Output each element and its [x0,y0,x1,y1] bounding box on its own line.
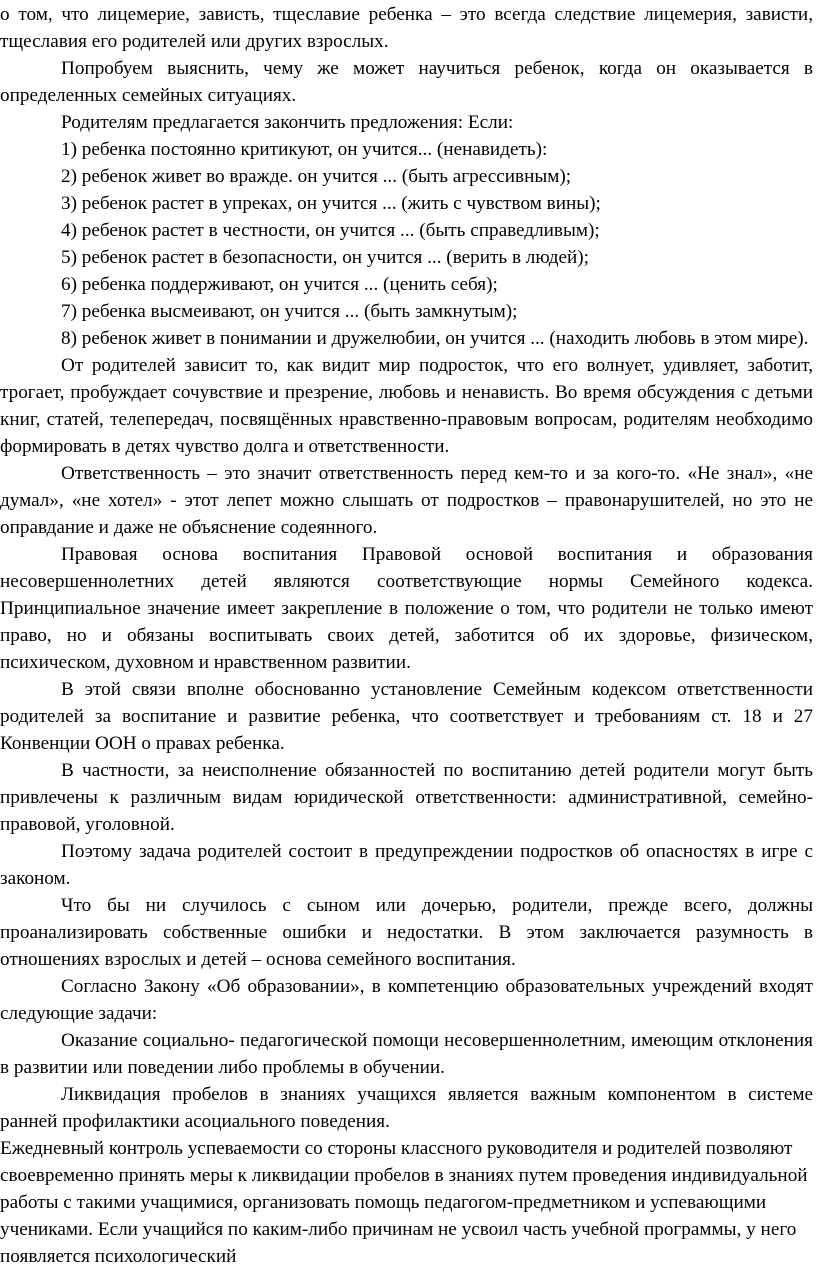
paragraph: Попробуем выяснить, чему же может научиться ребенок, когда он оказывается в определенных семейных ситуациях. [0,58,813,106]
paragraph: Что бы ни случилось с сыном или дочерью, родители, прежде всего, должны проанализировать собственные ошибки и недостатки. В этом заключается разумность в отношениях взрослых и детей – основа семейного воспитания. [0,895,813,970]
paragraph: Ежедневный контроль успеваемости со стороны классного руководителя и родителей позволяют своевременно принять меры к ликвидации пробелов в знаниях путем проведения индивидуальной работы с такими учащимися, организовать помощь педагогом-предметником и успевающими учениками. Если учащийся по каким-либо причинам не усвоил часть учебной программы, у него появляется психологический [0,1138,808,1267]
paragraph: В частности, за неисполнение обязанностей по воспитанию детей родители могут быть привлечены к различным видам юридической ответственности: административной, семейно-правовой, уголовной. [0,760,813,835]
paragraph-prompt: Родителям предлагается закончить предложения: Если: [61,112,514,133]
paragraph: Согласно Закону «Об образовании», в компетенцию образовательных учреждений входят следующие задачи: [0,976,813,1024]
list-item: 6) ребенка поддерживают, он учится ... (ценить себя); [61,274,498,295]
paragraph: Ликвидация пробелов в знаниях учащихся является важным компонентом в системе ранней профилактики асоциального поведения. [0,1084,813,1132]
list-item: 7) ребенка высмеивают, он учится ... (быть замкнутым); [61,301,518,322]
paragraph: Ответственность – это значит ответственность перед кем-то и за кого-то. «Не знал», «не думал», «не хотел» - этот лепет можно слышать от подростков – правонарушителей, но это не оправдание и даже не объяснение содеянного. [0,463,813,538]
list-item: 8) ребенок живет в понимании и дружелюбии, он учится ... (находить любовь в этом мире). [61,328,809,349]
list-item: 4) ребенок растет в честности, он учится ... (быть справедливым); [61,220,600,241]
list-item: 3) ребенок растет в упреках, он учится ... (жить с чувством вины); [61,193,601,214]
paragraph-continuation: о том, что лицемерие, зависть, тщеславие ребенка – это всегда следствие лицемерия, зависти, тщеславия его родителей или других взрослых. [0,4,813,52]
list-item: 2) ребенок живет во вражде. он учится ... (быть агрессивным); [61,166,572,187]
paragraph: Правовая основа воспитания Правовой основой воспитания и образования несовершеннолетних детей являются соответствующие нормы Семейного кодекса. Принципиальное значение имеет закрепление в положение о том, что родители не только имеют право, но и обязаны воспитывать своих детей, заботится об их здоровье, физическом, психическом, духовном и нравственном развитии. [0,544,813,673]
list-item: 1) ребенка постоянно критикуют, он учится... (ненавидеть): [61,139,548,160]
paragraph: Поэтому задача родителей состоит в предупреждении подростков об опасностях в игре с законом. [0,841,813,889]
paragraph: В этой связи вполне обоснованно установление Семейным кодексом ответственности родителей за воспитание и развитие ребенка, что соответствует и требованиям ст. 18 и 27 Конвенции ООН о правах ребенка. [0,679,813,754]
list-item: 5) ребенок растет в безопасности, он учится ... (верить в людей); [61,247,590,268]
paragraph: От родителей зависит то, как видит мир подросток, что его волнует, удивляет, заботит, трогает, пробуждает сочувствие и презрение, любовь и ненависть. Во время обсуждения с детьми книг, статей, телепередач, посвящённых нравственно-правовым вопросам, родителям необходимо формировать в детях чувство долга и ответственности. [0,355,813,457]
paragraph: Оказание социально- педагогической помощи несовершеннолетним, имеющим отклонения в развитии или поведении либо проблемы в обучении. [0,1030,813,1078]
